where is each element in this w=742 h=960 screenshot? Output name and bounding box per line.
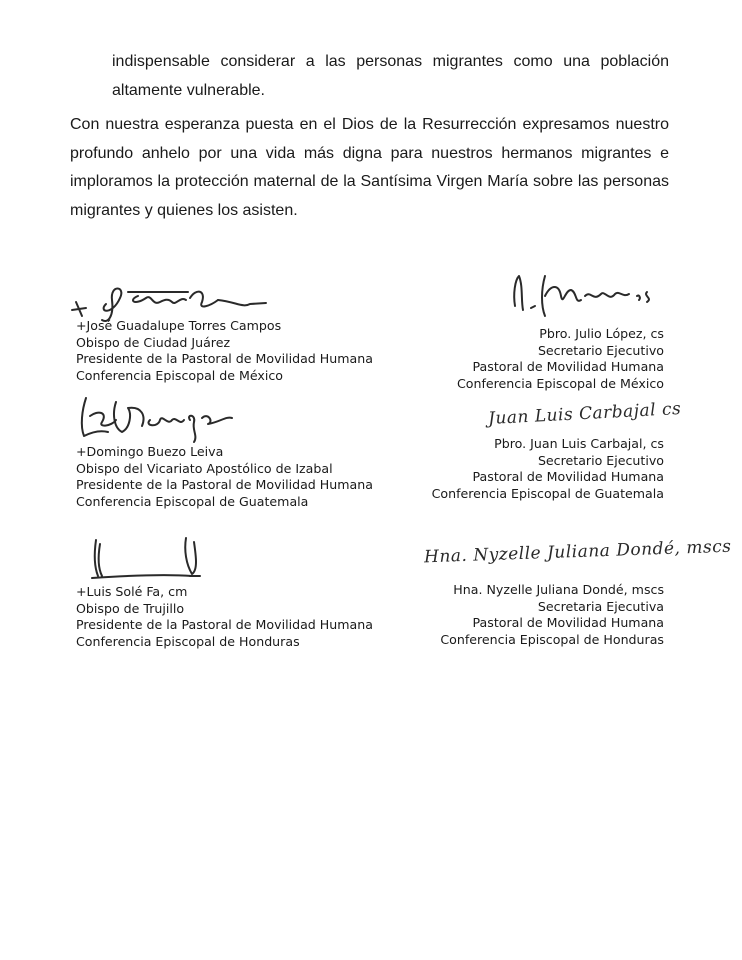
signatory-name: Pbro. Juan Luis Carbajal, cs bbox=[494, 436, 664, 451]
signatory-organization: Conferencia Episcopal de México bbox=[456, 375, 664, 391]
signatory-role: Presidente de la Pastoral de Movilidad Humana bbox=[76, 477, 373, 492]
signatory-torres bbox=[76, 318, 373, 384]
body-paragraph-continuation: indispensable considerar a las personas migrantes como una población altamente vulnerable. bbox=[112, 53, 669, 99]
signatory-title: Obispo de Ciudad Juárez bbox=[76, 334, 231, 350]
signatory-title: Obispo de Trujillo bbox=[76, 600, 185, 616]
signatory-organization: Conferencia Episcopal de Honduras bbox=[440, 631, 664, 647]
signatory-name: +Domingo Buezo Leiva bbox=[76, 444, 224, 459]
signature-donde: Hna. Nyzelle Juliana Dondé, mscs bbox=[423, 536, 732, 568]
signatory-carbajal bbox=[432, 436, 664, 502]
signatory-title: Secretaria Ejecutiva bbox=[537, 598, 664, 614]
signatory-organization: Conferencia Episcopal de Guatemala bbox=[76, 493, 309, 509]
signature-carbajal: Juan Luis Carbajal cs bbox=[487, 398, 682, 430]
signatory-role: Presidente de la Pastoral de Movilidad Humana bbox=[76, 617, 373, 632]
signature-sole bbox=[82, 534, 212, 584]
signatory-buezo bbox=[76, 444, 373, 510]
signatory-role: Presidente de la Pastoral de Movilidad Humana bbox=[76, 351, 373, 366]
signatory-role: Pastoral de Movilidad Humana bbox=[472, 469, 664, 484]
signatory-name: +Luis Solé Fa, cm bbox=[76, 584, 188, 599]
signatory-title: Secretario Ejecutivo bbox=[537, 452, 664, 468]
signatory-name: +José Guadalupe Torres Campos bbox=[76, 318, 282, 333]
signatory-lopez bbox=[457, 326, 664, 392]
signatory-donde bbox=[440, 582, 664, 648]
signatory-role: Pastoral de Movilidad Humana bbox=[472, 359, 664, 374]
signatory-organization: Conferencia Episcopal de Honduras bbox=[76, 633, 300, 649]
signatory-name: Hna. Nyzelle Juliana Dondé, mscs bbox=[453, 582, 664, 597]
signature-lopez bbox=[505, 266, 665, 322]
signatory-role: Pastoral de Movilidad Humana bbox=[472, 615, 664, 630]
signatory-title: Obispo del Vicariato Apostólico de Izabal bbox=[76, 460, 333, 476]
signatory-sole bbox=[76, 584, 373, 650]
signatory-name: Pbro. Julio López, cs bbox=[539, 326, 664, 341]
signature-buezo bbox=[72, 386, 242, 446]
signatory-organization: Conferencia Episcopal de Guatemala bbox=[431, 485, 664, 501]
body-paragraph-closing: Con nuestra esperanza puesta en el Dios de la Resurrección expresamos nuestro profundo anhelo por una vida más digna para nuestros hermanos migrantes e imploramos la protección maternal de la Santísima Virgen María sobre las personas migrantes y quienes los asisten. bbox=[70, 116, 669, 219]
signatory-organization: Conferencia Episcopal de México bbox=[76, 367, 284, 383]
signatory-title: Secretario Ejecutivo bbox=[537, 342, 664, 358]
